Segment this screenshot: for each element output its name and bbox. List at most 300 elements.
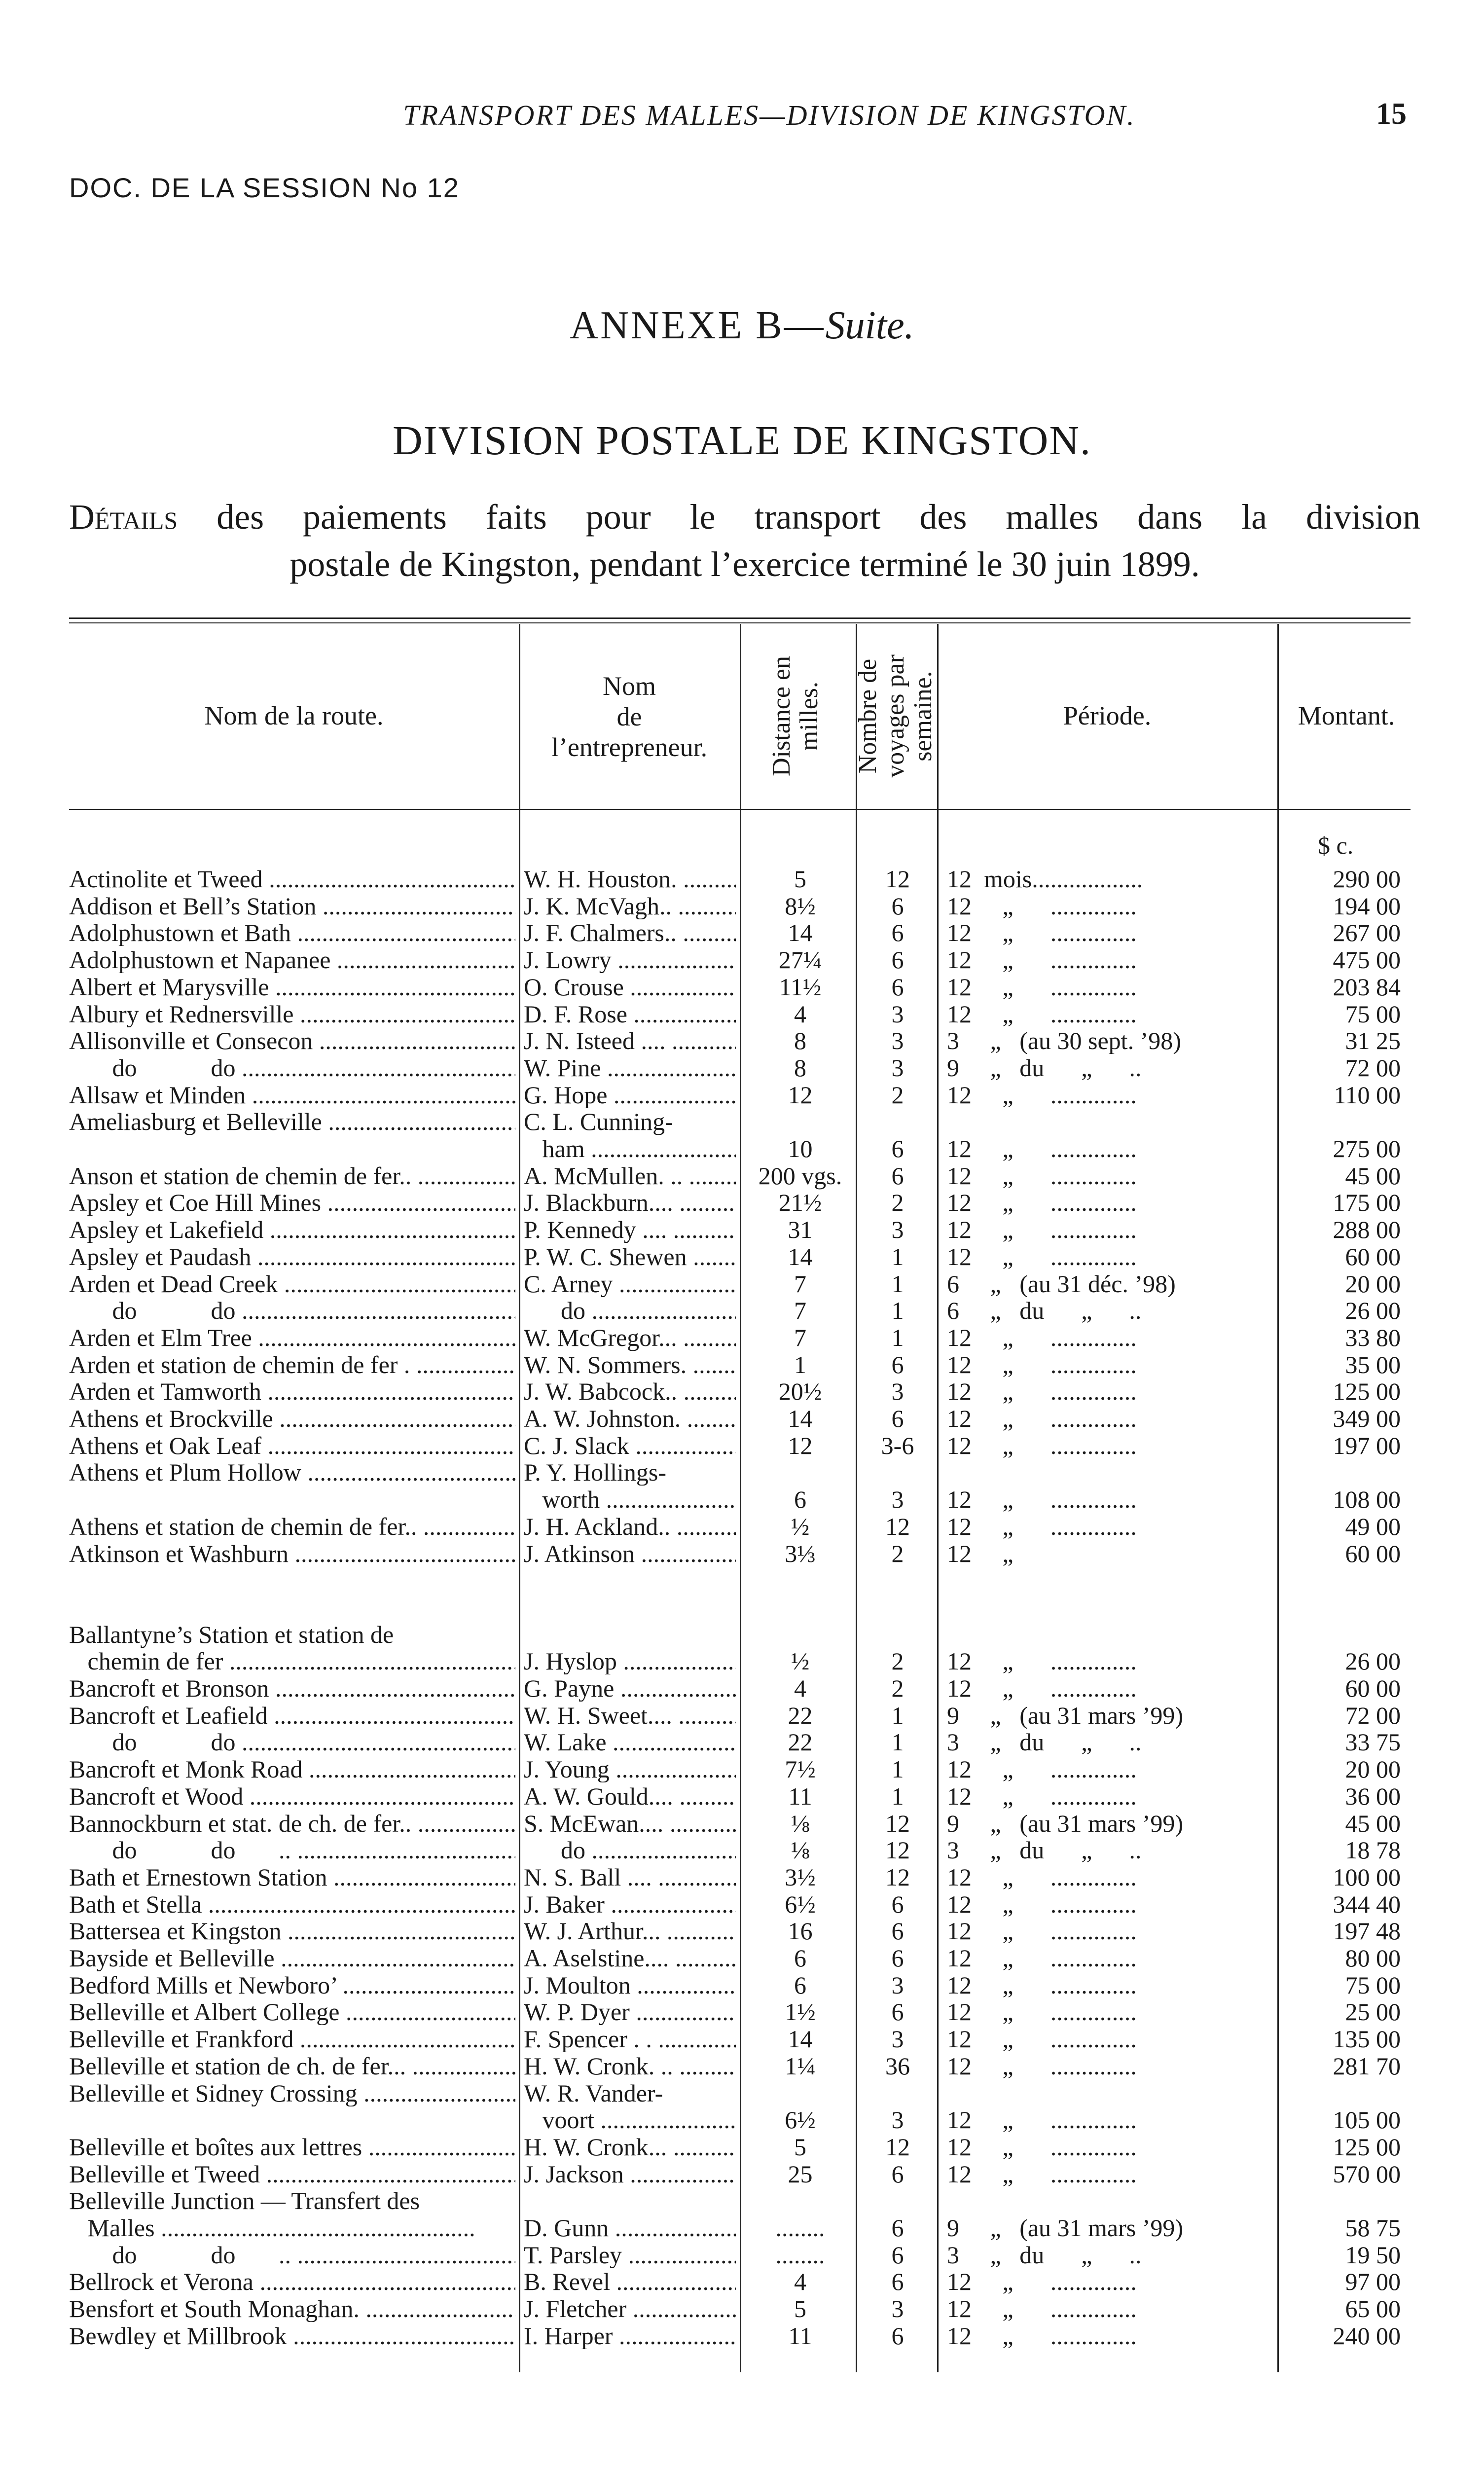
period-value: 12 „ .............. xyxy=(947,1513,1137,1540)
period-value: 12 „ .............. xyxy=(947,1162,1137,1189)
route-name: Battersea et Kingston ..... xyxy=(69,1918,515,1944)
header-distance: Distance en milles. xyxy=(767,656,823,777)
route-name: Belleville et Frankford ..... xyxy=(69,2026,515,2052)
distance-value: 11½ xyxy=(779,973,822,1001)
table-row xyxy=(0,2268,1484,2295)
table-row xyxy=(0,1540,1484,1567)
route-name: Bath et Ernestown Station ..... xyxy=(69,1864,515,1890)
period-value: 12 „ .............. xyxy=(947,1324,1137,1351)
table-row xyxy=(0,1756,1484,1782)
amount-value: 175 00 xyxy=(1333,1189,1401,1216)
annex-label: ANNEXE B— xyxy=(570,304,826,347)
trips-value: 6 xyxy=(891,2241,904,2269)
route-name: Malles ..... xyxy=(69,2214,515,2241)
amount-value: 49 00 xyxy=(1345,1513,1401,1540)
table-row xyxy=(0,1108,1484,1135)
period-value: 12 „ .............. xyxy=(947,2053,1137,2079)
route-name: Atkinson et Washburn ..... xyxy=(69,1540,515,1567)
distance-value: 5 xyxy=(794,2133,806,2161)
route-name: Ballantyne’s Station et station de xyxy=(69,1621,394,1648)
table-row xyxy=(0,2080,1484,2106)
header-amount: Montant. xyxy=(1298,701,1395,730)
doc-session-label: DOC. DE LA SESSION No 12 xyxy=(69,172,460,203)
route-name: Adolphustown et Bath ..... xyxy=(69,919,515,946)
trips-value: 12 xyxy=(885,1863,910,1891)
period-value: 12 „ .............. xyxy=(947,1945,1137,1971)
contractor-name: C. L. Cunning- xyxy=(524,1108,673,1135)
period-value: 9 „ (au 31 mars ’99) xyxy=(947,1810,1184,1837)
distance-value: 21½ xyxy=(778,1189,822,1216)
contractor-name: I. Harper ..... xyxy=(524,2322,736,2349)
trips-value: 6 xyxy=(891,1917,904,1945)
trips-value: 6 xyxy=(891,1135,904,1162)
contractor-name: A. W. Gould.... ..... xyxy=(524,1783,736,1810)
contractor-name: J. Lowry ..... xyxy=(524,946,736,973)
contractor-name: W. J. Arthur... ..... xyxy=(524,1918,736,1944)
contractor-name: C. Arney ..... xyxy=(524,1270,736,1297)
details-line-1: des paiements faits pour le transport des malles dans la division xyxy=(217,497,1421,537)
distance-value: 12 xyxy=(788,1432,813,1459)
contractor-name: worth ..... xyxy=(524,1486,736,1513)
annex-suite: Suite. xyxy=(825,304,914,347)
amount-value: 290 00 xyxy=(1333,865,1401,893)
distance-value: 22 xyxy=(788,1702,813,1729)
trips-value: 6 xyxy=(891,1351,904,1378)
contractor-name: J. F. Chalmers.. ..... xyxy=(524,919,736,946)
route-name: Belleville et Albert College ..... xyxy=(69,1998,515,2025)
distance-value: 3⅓ xyxy=(785,1540,816,1567)
route-name: do do ..... xyxy=(69,1054,515,1081)
table-row xyxy=(0,1891,1484,1918)
period-value: 12 „ .............. xyxy=(947,1135,1137,1162)
amount-value: 75 00 xyxy=(1345,1971,1401,1999)
table-row xyxy=(0,1001,1484,1027)
route-name: Bath et Stella ..... xyxy=(69,1891,515,1918)
table-row xyxy=(0,893,1484,919)
table-row xyxy=(0,2295,1484,2322)
period-value: 12 „ .............. xyxy=(947,1486,1137,1513)
amount-value: 26 00 xyxy=(1345,1297,1401,1324)
contractor-name: J. Jackson ..... xyxy=(524,2161,736,2187)
amount-value: 203 84 xyxy=(1333,973,1401,1001)
amount-value: 344 40 xyxy=(1333,1890,1401,1918)
route-name: Adolphustown et Napanee ..... xyxy=(69,946,515,973)
period-value: 12 „ .............. xyxy=(947,1351,1137,1378)
route-name: Addison et Bell’s Station ..... xyxy=(69,893,515,919)
contractor-name: W. H. Sweet.... ..... xyxy=(524,1702,736,1729)
route-name: Belleville et Tweed ..... xyxy=(69,2161,515,2187)
amount-value: 33 75 xyxy=(1345,1728,1401,1756)
route-name: Belleville Junction — Transfert des xyxy=(69,2187,420,2214)
amount-value: 33 80 xyxy=(1345,1324,1401,1351)
contractor-name: J. W. Babcock.. ..... xyxy=(524,1378,736,1405)
trips-value: 3 xyxy=(891,1027,904,1054)
route-name: Athens et station de chemin de fer.. ..... xyxy=(69,1513,515,1540)
amount-value: 58 75 xyxy=(1345,2214,1401,2242)
table-row xyxy=(0,1297,1484,1324)
trips-value: 3 xyxy=(891,2025,904,2053)
amount-value: 60 00 xyxy=(1345,1674,1401,1702)
trips-value: 6 xyxy=(891,1405,904,1432)
distance-value: 5 xyxy=(794,865,806,893)
period-value: 12 „ .............. xyxy=(947,974,1137,1000)
distance-value: 22 xyxy=(788,1728,813,1756)
period-value: 12 „ .............. xyxy=(947,1405,1137,1432)
trips-value: 3 xyxy=(891,1486,904,1513)
route-name: Allisonville et Consecon ..... xyxy=(69,1027,515,1054)
distance-value: 4 xyxy=(794,1000,806,1028)
route-name: Anson et station de chemin de fer.. ..... xyxy=(69,1162,515,1189)
distance-value: 6 xyxy=(794,1486,806,1513)
table-row xyxy=(0,1135,1484,1162)
distance-value: 16 xyxy=(788,1917,813,1945)
period-value: 12 „ .............. xyxy=(947,2161,1137,2187)
contractor-name: A. McMullen. .. ..... xyxy=(524,1162,736,1189)
distance-value: 7½ xyxy=(785,1755,816,1783)
amount-value: 240 00 xyxy=(1333,2322,1401,2350)
trips-value: 6 xyxy=(891,1998,904,2026)
table-row xyxy=(0,1918,1484,1944)
route-name: Apsley et Coe Hill Mines ..... xyxy=(69,1189,515,1216)
period-value: 3 „ du „ .. xyxy=(947,1837,1142,1863)
table-row xyxy=(0,1082,1484,1108)
amount-value: 72 00 xyxy=(1345,1702,1401,1729)
distance-value: 1 xyxy=(794,1351,806,1378)
trips-value: 3 xyxy=(891,1971,904,1999)
route-name: Actinolite et Tweed ..... xyxy=(69,866,515,892)
trips-value: 1 xyxy=(891,1270,904,1298)
distance-value: 14 xyxy=(788,1243,813,1270)
amount-value: 60 00 xyxy=(1345,1540,1401,1567)
period-value: 12 „ .............. xyxy=(947,2295,1137,2322)
period-value: 12 mois.................. xyxy=(947,866,1143,892)
amount-value: 125 00 xyxy=(1333,2133,1401,2161)
table-row xyxy=(0,2214,1484,2241)
route-name: Belleville et station de ch. de fer... ..... xyxy=(69,2053,515,2079)
table-row xyxy=(0,1810,1484,1837)
trips-value: 3 xyxy=(891,2295,904,2322)
distance-value: 25 xyxy=(788,2160,813,2188)
period-value: 12 „ .............. xyxy=(947,1918,1137,1944)
route-name: Apsley et Lakefield ..... xyxy=(69,1216,515,1243)
period-value: 12 „ .............. xyxy=(947,1783,1137,1810)
distance-value: ⅛ xyxy=(791,1810,810,1837)
period-value: 12 „ .............. xyxy=(947,2106,1137,2133)
route-name: Athens et Brockville ..... xyxy=(69,1405,515,1432)
period-value: 6 „ (au 31 déc. ’98) xyxy=(947,1270,1176,1297)
trips-value: 6 xyxy=(891,2268,904,2295)
trips-value: 36 xyxy=(885,2052,910,2080)
trips-value: 6 xyxy=(891,2214,904,2242)
trips-value: 1 xyxy=(891,1755,904,1783)
contractor-name: voort ..... xyxy=(524,2106,736,2133)
amount-value: 26 00 xyxy=(1345,1647,1401,1675)
trips-value: 12 xyxy=(885,1513,910,1540)
contractor-name: J. Fletcher ..... xyxy=(524,2295,736,2322)
amount-value: 80 00 xyxy=(1345,1944,1401,1972)
trips-value: 6 xyxy=(891,919,904,946)
table-row xyxy=(0,1270,1484,1297)
contractor-name: D. F. Rose ..... xyxy=(524,1001,736,1027)
contractor-name: W. N. Sommers. ..... xyxy=(524,1351,736,1378)
period-value: 12 „ .............. xyxy=(947,1891,1137,1918)
route-name: Bancroft et Bronson ..... xyxy=(69,1675,515,1702)
route-name: Apsley et Paudash ..... xyxy=(69,1243,515,1270)
contractor-name: J. Baker ..... xyxy=(524,1891,736,1918)
amount-value: 135 00 xyxy=(1333,2025,1401,2053)
table-row xyxy=(0,1378,1484,1405)
route-name: do do ..... xyxy=(69,1297,515,1324)
period-value: 12 „ .............. xyxy=(947,2322,1137,2349)
distance-value: 7 xyxy=(794,1324,806,1351)
distance-value: 1¼ xyxy=(785,2052,816,2080)
period-value: 9 „ du „ .. xyxy=(947,1054,1142,1081)
distance-value: 5 xyxy=(794,2295,806,2322)
contractor-name: W. H. Houston. ..... xyxy=(524,866,736,892)
amount-value: 105 00 xyxy=(1333,2106,1401,2134)
table-row xyxy=(0,1648,1484,1674)
amount-value: 197 00 xyxy=(1333,1432,1401,1459)
table-row xyxy=(0,1783,1484,1810)
route-name: Albert et Marysville ..... xyxy=(69,974,515,1000)
period-value: 12 „ .............. xyxy=(947,893,1137,919)
table-row xyxy=(0,1594,1484,1621)
distance-value: 1½ xyxy=(785,1998,816,2026)
contractor-name: J. H. Ackland.. ..... xyxy=(524,1513,736,1540)
route-name: Athens et Plum Hollow ..... xyxy=(69,1459,515,1486)
table-row xyxy=(0,1216,1484,1243)
route-name: Bancroft et Leafield ..... xyxy=(69,1702,515,1729)
division-title: DIVISION POSTALE DE KINGSTON. xyxy=(392,418,1091,464)
distance-value: 4 xyxy=(794,2268,806,2295)
amount-value: 100 00 xyxy=(1333,1863,1401,1891)
distance-value: 3½ xyxy=(785,1863,816,1891)
distance-value: 7 xyxy=(794,1270,806,1298)
distance-value: 8 xyxy=(794,1027,806,1054)
contractor-name: G. Hope ..... xyxy=(524,1082,736,1108)
distance-value: 6 xyxy=(794,1944,806,1972)
route-name: Allsaw et Minden ..... xyxy=(69,1082,515,1108)
contractor-name: S. McEwan.... ..... xyxy=(524,1810,736,1837)
distance-value: 27¼ xyxy=(778,946,822,974)
distance-value: 7 xyxy=(794,1297,806,1324)
amount-value: 20 00 xyxy=(1345,1270,1401,1298)
route-name: do do .. ..... xyxy=(69,1837,515,1863)
table-row xyxy=(0,1027,1484,1054)
contractor-name: P. Kennedy .... ..... xyxy=(524,1216,736,1243)
table-row xyxy=(0,1998,1484,2025)
trips-value: 2 xyxy=(891,1674,904,1702)
table-row xyxy=(0,2026,1484,2052)
table-row xyxy=(0,1351,1484,1378)
distance-value: 8 xyxy=(794,1054,806,1082)
amount-value: 45 00 xyxy=(1345,1162,1401,1190)
distance-value: 14 xyxy=(788,1405,813,1432)
contractor-name: D. Gunn ..... xyxy=(524,2214,736,2241)
details-line-2: postale de Kingston, pendant l’exercice terminé le 30 juin 1899. xyxy=(290,544,1200,584)
contractor-name: J. Atkinson ..... xyxy=(524,1540,736,1567)
amount-value: 65 00 xyxy=(1345,2295,1401,2322)
trips-value: 1 xyxy=(891,1728,904,1756)
trips-value: 6 xyxy=(891,2160,904,2188)
trips-value: 6 xyxy=(891,1162,904,1190)
details-paragraph xyxy=(69,493,1420,588)
contractor-name: J. Hyslop ..... xyxy=(524,1648,736,1674)
amount-value: 60 00 xyxy=(1345,1243,1401,1270)
page-number: 15 xyxy=(1376,97,1407,131)
contractor-name: T. Parsley ..... xyxy=(524,2242,736,2268)
period-value: 9 „ (au 31 mars ’99) xyxy=(947,1702,1184,1729)
trips-value: 6 xyxy=(891,1944,904,1972)
distance-value: 11 xyxy=(788,1782,812,1810)
period-value: 12 „ .............. xyxy=(947,946,1137,973)
period-value: 12 „ xyxy=(947,1540,1013,1567)
table-row xyxy=(0,1486,1484,1513)
table-row xyxy=(0,1459,1484,1486)
period-value: 9 „ (au 31 mars ’99) xyxy=(947,2214,1184,2241)
contractor-name: H. W. Cronk... ..... xyxy=(524,2134,736,2160)
period-value: 12 „ .............. xyxy=(947,1675,1137,1702)
route-name: Bayside et Belleville ..... xyxy=(69,1945,515,1971)
trips-value: 3 xyxy=(891,1054,904,1082)
trips-value: 6 xyxy=(891,892,904,920)
distance-value: 14 xyxy=(788,2025,813,2053)
trips-value: 1 xyxy=(891,1782,904,1810)
amount-value: 125 00 xyxy=(1333,1378,1401,1405)
table-top-rule xyxy=(69,617,1411,619)
route-name: Ameliasburg et Belleville ..... xyxy=(69,1108,515,1135)
amount-value: 475 00 xyxy=(1333,946,1401,974)
annex-heading xyxy=(0,303,1484,348)
route-name: do do .. ..... xyxy=(69,2242,515,2268)
period-value: 3 „ du „ .. xyxy=(947,1729,1142,1755)
table-row xyxy=(0,2242,1484,2268)
trips-value: 2 xyxy=(891,1647,904,1675)
contractor-name: N. S. Ball .... ..... xyxy=(524,1864,736,1890)
distance-value: ½ xyxy=(791,1647,810,1675)
table-row xyxy=(0,1567,1484,1594)
amount-value: 72 00 xyxy=(1345,1054,1401,1082)
contractor-name: P. Y. Hollings- xyxy=(524,1459,666,1486)
contractor-name: F. Spencer . . ..... xyxy=(524,2026,736,2052)
table-row xyxy=(0,974,1484,1000)
period-value: 12 „ .............. xyxy=(947,2026,1137,2052)
route-name: Bancroft et Monk Road ..... xyxy=(69,1756,515,1782)
amount-value: 194 00 xyxy=(1333,892,1401,920)
distance-value: 6½ xyxy=(785,2106,816,2134)
trips-value: 1 xyxy=(891,1243,904,1270)
period-value: 12 „ .............. xyxy=(947,2268,1137,2295)
period-value: 12 „ .............. xyxy=(947,1864,1137,1890)
period-value: 12 „ .............. xyxy=(947,1243,1137,1270)
route-name: Belleville et Sidney Crossing ..... xyxy=(69,2080,515,2106)
trips-value: 12 xyxy=(885,2133,910,2161)
amount-value: 197 48 xyxy=(1333,1917,1401,1945)
table-row xyxy=(0,1432,1484,1459)
contractor-name: P. W. C. Shewen ..... xyxy=(524,1243,736,1270)
contractor-name: W. Pine ..... xyxy=(524,1054,736,1081)
period-value: 12 „ .............. xyxy=(947,1001,1137,1027)
route-name: Bensfort et South Monaghan. ..... xyxy=(69,2295,515,2322)
route-name: Bellrock et Verona ..... xyxy=(69,2268,515,2295)
route-name: Bewdley et Millbrook ..... xyxy=(69,2322,515,2349)
amount-value: 108 00 xyxy=(1333,1486,1401,1513)
route-name: Bannockburn et stat. de ch. de fer.. ..... xyxy=(69,1810,515,1837)
trips-value: 2 xyxy=(891,1540,904,1567)
route-name: Albury et Rednersville ..... xyxy=(69,1001,515,1027)
distance-value: ½ xyxy=(791,1513,810,1540)
route-name: Arden et Dead Creek ..... xyxy=(69,1270,515,1297)
distance-value: 14 xyxy=(788,919,813,946)
amount-value: 36 00 xyxy=(1345,1782,1401,1810)
contractor-name: J. Blackburn.... ..... xyxy=(524,1189,736,1216)
contractor-name: ham ..... xyxy=(524,1135,736,1162)
contractor-name: A. W. Johnston. ..... xyxy=(524,1405,736,1432)
amount-value: 45 00 xyxy=(1345,1810,1401,1837)
trips-value: 1 xyxy=(891,1324,904,1351)
contractor-name: H. W. Cronk. .. ..... xyxy=(524,2053,736,2079)
table-row xyxy=(0,1972,1484,1998)
route-name: Arden et station de chemin de fer . ..... xyxy=(69,1351,515,1378)
period-value: 12 „ .............. xyxy=(947,1972,1137,1998)
route-name: Arden et Elm Tree ..... xyxy=(69,1324,515,1351)
contractor-name: W. McGregor... ..... xyxy=(524,1324,736,1351)
route-name: Bedford Mills et Newboro’ ..... xyxy=(69,1972,515,1998)
table-row xyxy=(0,2134,1484,2160)
period-value: 12 „ .............. xyxy=(947,1189,1137,1216)
running-title: TRANSPORT DES MALLES—DIVISION DE KINGSTON. xyxy=(403,99,1136,131)
table-row xyxy=(0,2161,1484,2187)
trips-value: 6 xyxy=(891,973,904,1001)
distance-value: 8½ xyxy=(785,892,816,920)
amount-value: 570 00 xyxy=(1333,2160,1401,2188)
table-row xyxy=(0,1324,1484,1351)
amount-value: 25 00 xyxy=(1345,1998,1401,2026)
table-row xyxy=(0,1729,1484,1755)
amount-value: 97 00 xyxy=(1345,2268,1401,2295)
contractor-name: C. J. Slack ..... xyxy=(524,1432,736,1459)
amount-value: 35 00 xyxy=(1345,1351,1401,1378)
table-row xyxy=(0,1405,1484,1432)
table-row xyxy=(0,1513,1484,1540)
distance-value: 10 xyxy=(788,1135,813,1162)
table-row xyxy=(0,1189,1484,1216)
trips-value: 12 xyxy=(885,1836,910,1864)
period-value: 12 „ .............. xyxy=(947,2134,1137,2160)
table-row xyxy=(0,1162,1484,1189)
trips-value: 2 xyxy=(891,1189,904,1216)
route-name: do do ..... xyxy=(69,1729,515,1755)
period-value: 12 „ .............. xyxy=(947,1432,1137,1459)
table-row xyxy=(0,866,1484,892)
header-period: Période. xyxy=(1063,701,1152,730)
distance-value: 6½ xyxy=(785,1890,816,1918)
table-top-rule-2 xyxy=(69,622,1411,623)
distance-value: ........ xyxy=(775,2241,825,2269)
route-name: chemin de fer ..... xyxy=(69,1648,515,1674)
trips-value: 6 xyxy=(891,2322,904,2350)
contractor-name: do ..... xyxy=(524,1297,736,1324)
table-row xyxy=(0,1945,1484,1971)
distance-value: 12 xyxy=(788,1081,813,1109)
amount-value: 19 50 xyxy=(1345,2241,1401,2269)
header-route: Nom de la route. xyxy=(204,701,384,730)
amount-value: 31 25 xyxy=(1345,1027,1401,1054)
trips-value: 3 xyxy=(891,1000,904,1028)
route-name: Bancroft et Wood ..... xyxy=(69,1783,515,1810)
contractor-name: J. Moulton ..... xyxy=(524,1972,736,1998)
route-name: Arden et Tamworth ..... xyxy=(69,1378,515,1405)
